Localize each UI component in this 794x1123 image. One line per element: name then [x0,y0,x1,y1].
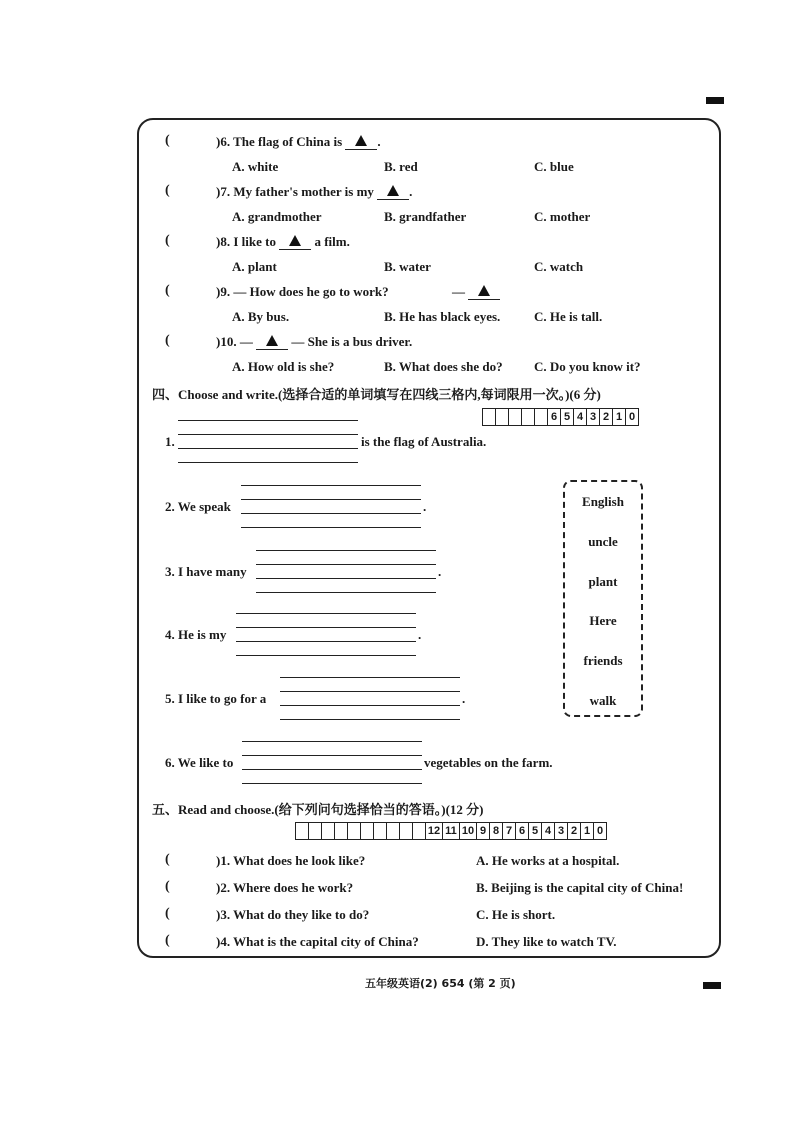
sentence-4-end: . [418,627,422,642]
question-8: )8. I like to a film. [216,234,350,249]
writing-lines[interactable] [241,485,421,529]
answer-paren[interactable]: ( [165,183,170,198]
word-bank-item: English [582,494,624,509]
sentence-2-end: . [423,499,427,514]
word-bank-item: friends [583,653,623,668]
option-a: A. How old is she? [232,359,335,374]
option-c: C. Do you know it? [534,359,641,374]
section-5-heading: 五、Read and choose.(给下列问句选择恰当的答语。)(12 分) [152,802,484,817]
sentence-3-end: . [438,564,442,579]
answer-d: D. They like to watch TV. [476,934,617,949]
option-b: B. grandfather [384,209,467,224]
sentence-1-start: 1. [165,434,175,449]
answer-paren[interactable]: ( [165,879,170,894]
option-a: A. white [232,159,279,174]
writing-lines[interactable] [256,550,436,594]
option-b: B. He has black eyes. [384,309,501,324]
sentence-4-start: 4. He is my [165,627,227,642]
writing-lines[interactable] [236,613,416,657]
question-4: )4. What is the capital city of China? [216,934,419,949]
answer-blank[interactable] [256,335,288,350]
writing-lines[interactable] [280,677,460,721]
question-3: )3. What do they like to do? [216,907,370,922]
option-c: C. mother [534,209,591,224]
word-bank-item: walk [589,693,617,708]
sentence-3-start: 3. I have many [165,564,247,579]
answer-paren[interactable]: ( [165,233,170,248]
triangle-icon [355,135,367,146]
answer-b: B. Beijing is the capital city of China! [476,880,684,895]
question-9: )9. — How does he go to work? [216,284,389,299]
sentence-6-start: 6. We like to [165,755,234,770]
option-c: C. watch [534,259,584,274]
option-b: B. red [384,159,418,174]
option-a: A. grandmother [232,209,322,224]
option-a: A. plant [232,259,277,274]
word-bank-item: Here [589,613,617,628]
answer-blank[interactable] [377,185,409,200]
sentence-2-start: 2. We speak [165,499,231,514]
word-bank-item: plant [588,574,618,589]
sentence-1-end: is the flag of Australia. [361,434,487,449]
triangle-icon [289,235,301,246]
triangle-icon [478,285,490,296]
answer-paren[interactable]: ( [165,133,170,148]
option-b: B. What does she do? [384,359,503,374]
answer-a: A. He works at a hospital. [476,853,620,868]
option-a: A. By bus. [232,309,290,324]
answer-paren[interactable]: ( [165,333,170,348]
sentence-5-start: 5. I like to go for a [165,691,267,706]
page-footer: 五年级英语(2) 654 (第 2 页) [365,977,516,990]
writing-lines[interactable] [178,420,358,464]
corner-mark-top [706,97,724,104]
corner-mark-bottom [703,982,721,989]
answer-paren[interactable]: ( [165,933,170,948]
option-c: C. He is tall. [534,309,603,324]
word-bank [563,480,643,717]
sentence-5-end: . [462,691,466,706]
answer-paren[interactable]: ( [165,906,170,921]
writing-lines[interactable] [242,741,422,785]
answer-blank[interactable] [468,285,500,300]
question-10: )10. — — She is a bus driver. [216,334,413,349]
triangle-icon [387,185,399,196]
answer-c: C. He is short. [476,907,556,922]
section-4-heading: 四、Choose and write.(选择合适的单词填写在四线三格内,每词限用一次。)(6 分) [152,387,601,402]
sentence-6-end: vegetables on the farm. [424,755,553,770]
question-2: )2. Where does he work? [216,880,354,895]
score-box-5: 12 11 10 9 8 7 6 5 4 3 2 1 0 [295,822,607,840]
score-box-4: 6 5 4 3 2 1 0 [482,408,639,426]
question-9-answer: — [452,284,500,300]
answer-blank[interactable] [279,235,311,250]
answer-paren[interactable]: ( [165,852,170,867]
answer-paren[interactable]: ( [165,283,170,298]
question-1: )1. What does he look like? [216,853,366,868]
triangle-icon [266,335,278,346]
question-6: )6. The flag of China is . [216,134,381,149]
option-b: B. water [384,259,431,274]
answer-blank[interactable] [345,135,377,150]
option-c: C. blue [534,159,574,174]
question-7: )7. My father's mother is my . [216,184,413,199]
word-bank-item: uncle [588,534,618,549]
